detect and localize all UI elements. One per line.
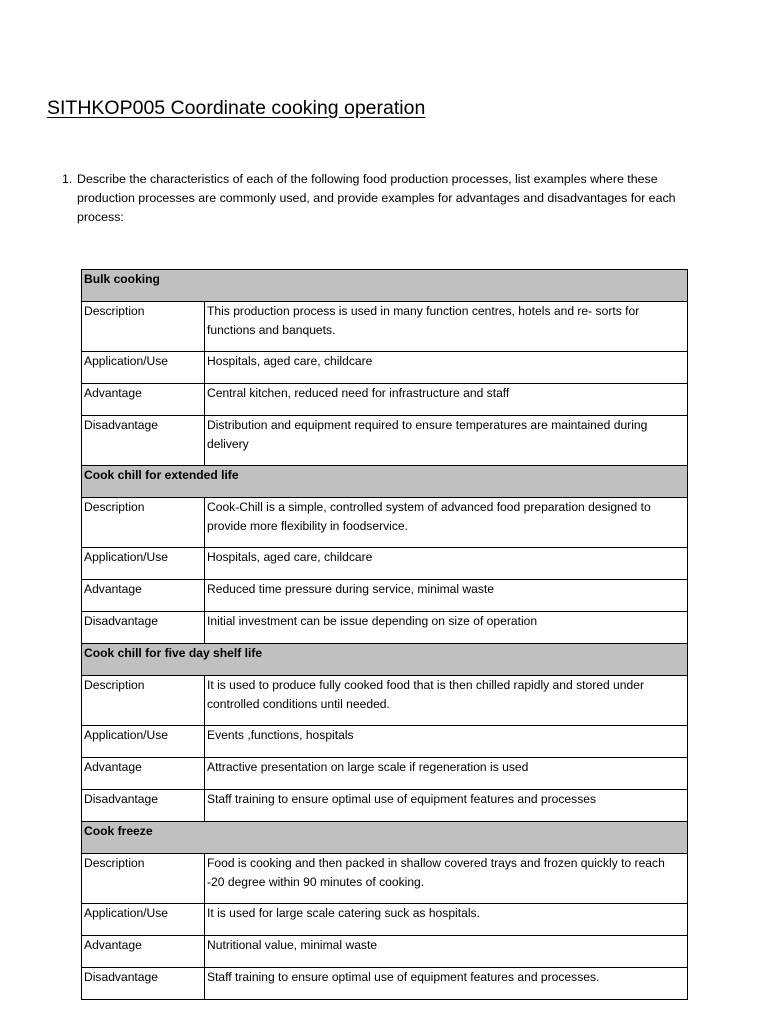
row-label: Disadvantage — [82, 612, 205, 644]
row-label: Description — [82, 854, 205, 904]
section-heading-row — [82, 644, 688, 676]
row-label: Disadvantage — [82, 416, 205, 466]
section-heading-row — [82, 822, 688, 854]
row-value: Food is cooking and then packed in shallow covered trays and frozen quickly to reach -20 degree within 90 minutes of cooking. — [205, 854, 688, 904]
row-value: Events ,functions, hospitals — [205, 726, 688, 758]
table-row — [82, 352, 688, 384]
table-row — [82, 968, 688, 1000]
question-1 — [62, 170, 712, 227]
row-value: Initial investment can be issue depending on size of operation — [205, 612, 688, 644]
row-value: Hospitals, aged care, childcare — [205, 352, 688, 384]
table-row — [82, 612, 688, 644]
page-title: SITHKOP005 Coordinate cooking operation — [47, 97, 426, 119]
row-label: Description — [82, 302, 205, 352]
row-label: Application/Use — [82, 352, 205, 384]
table-row — [82, 302, 688, 352]
row-value: This production process is used in many function centres, hotels and re- sorts for functions and banquets. — [205, 302, 688, 352]
row-value: Staff training to ensure optimal use of equipment features and processes — [205, 790, 688, 822]
table-row — [82, 726, 688, 758]
row-value: Hospitals, aged care, childcare — [205, 548, 688, 580]
table-row — [82, 758, 688, 790]
table-row — [82, 580, 688, 612]
row-label: Application/Use — [82, 548, 205, 580]
row-label: Application/Use — [82, 726, 205, 758]
question-text: Describe the characteristics of each of the following food production processes, list examples where these production processes are commonly used, and provide examples for advantages and disadvantages for each process: — [77, 172, 676, 224]
table-row — [82, 904, 688, 936]
section-heading-row — [82, 466, 688, 498]
section-heading-row — [82, 270, 688, 302]
table-row — [82, 498, 688, 548]
row-value: Distribution and equipment required to ensure temperatures are maintained during delivery — [205, 416, 688, 466]
section-heading: Bulk cooking — [82, 270, 688, 302]
row-value: Staff training to ensure optimal use of equipment features and processes. — [205, 968, 688, 1000]
table-row — [82, 384, 688, 416]
table-row — [82, 936, 688, 968]
row-label: Application/Use — [82, 904, 205, 936]
row-label: Disadvantage — [82, 790, 205, 822]
row-label: Description — [82, 676, 205, 726]
table-row — [82, 676, 688, 726]
row-label: Description — [82, 498, 205, 548]
row-value: Reduced time pressure during service, minimal waste — [205, 580, 688, 612]
row-value: Attractive presentation on large scale if regeneration is used — [205, 758, 688, 790]
table-row — [82, 790, 688, 822]
row-label: Advantage — [82, 580, 205, 612]
section-heading: Cook chill for five day shelf life — [82, 644, 688, 676]
row-value: It is used for large scale catering suck as hospitals. — [205, 904, 688, 936]
row-label: Disadvantage — [82, 968, 205, 1000]
section-heading: Cook chill for extended life — [82, 466, 688, 498]
section-heading: Cook freeze — [82, 822, 688, 854]
row-label: Advantage — [82, 384, 205, 416]
question-number: 1. — [62, 172, 73, 186]
row-value: Cook-Chill is a simple, controlled system of advanced food preparation designed to provide more flexibility in foodservice. — [205, 498, 688, 548]
row-value: It is used to produce fully cooked food that is then chilled rapidly and stored under controlled conditions until needed. — [205, 676, 688, 726]
table-row — [82, 548, 688, 580]
row-label: Advantage — [82, 758, 205, 790]
table-row — [82, 416, 688, 466]
row-label: Advantage — [82, 936, 205, 968]
table-row — [82, 854, 688, 904]
production-process-table — [81, 269, 688, 1000]
row-value: Nutritional value, minimal waste — [205, 936, 688, 968]
row-value: Central kitchen, reduced need for infrastructure and staff — [205, 384, 688, 416]
